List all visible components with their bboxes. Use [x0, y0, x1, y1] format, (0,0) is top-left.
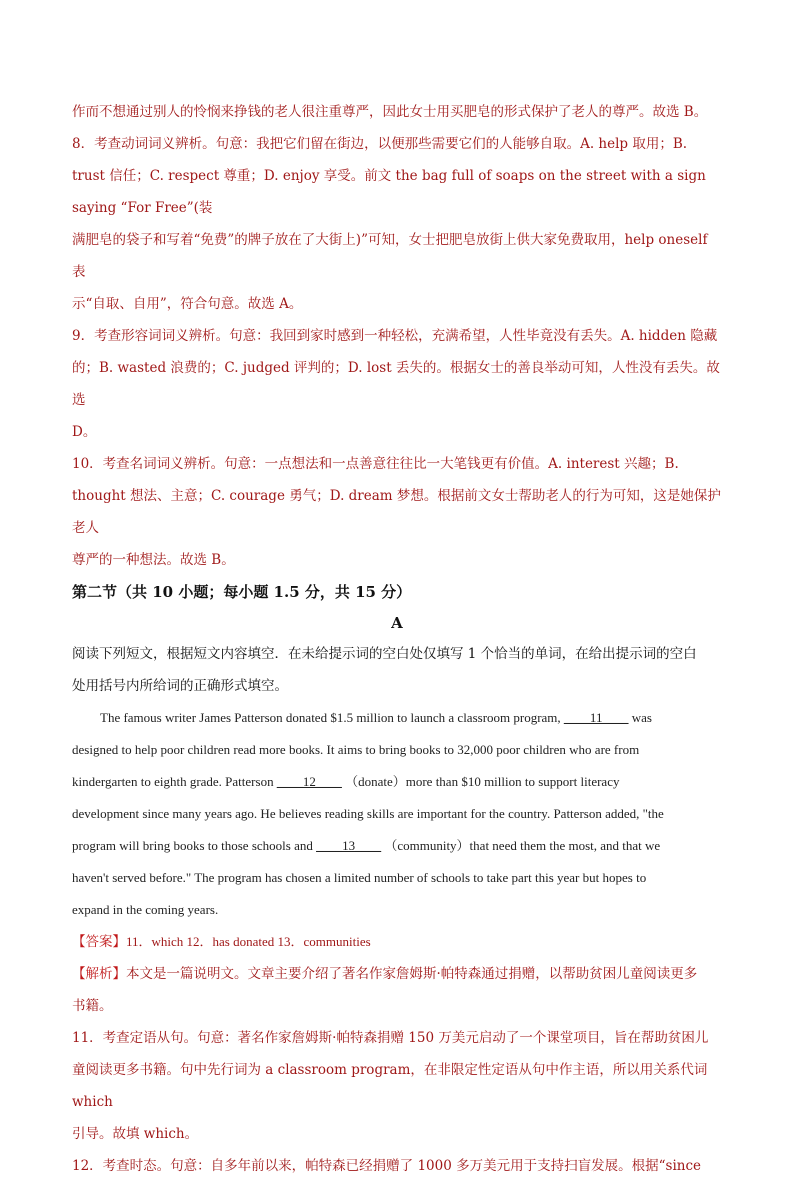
blank-13: ____13____: [316, 838, 382, 853]
passage-text: was: [628, 710, 652, 725]
q8-explanation-line: 满肥皂的袋子和写着“免费”的牌子放在了大街上)”可知，女士把肥皂放街上供大家免费取用，help oneself 表: [72, 232, 708, 280]
text-line: 作而不想通过别人的怜悯来挣钱的老人很注重尊严，因此女士用买肥皂的形式保护了老人的尊严。故选 B。: [72, 104, 708, 120]
instruction-line: 处用括号内所给词的正确形式填空。: [72, 678, 288, 694]
instruction-line: 阅读下列短文，根据短文内容填空．在未给提示词的空白处仅填写 1 个恰当的单词，在给出提示词的空白: [72, 646, 697, 662]
analysis-line: [72, 958, 722, 990]
section-title: 第二节（共 10 小题；每小题 1.5 分，共 15 分）: [72, 583, 412, 601]
q11-explanation-line: 童阅读更多书籍。句中先行词为 a classroom program，在非限定性定语从句中作主语，所以用关系代词 which: [72, 1062, 708, 1110]
q11-explanation-line: 引导。故填 which。: [72, 1126, 199, 1142]
q8-explanation-line: trust 信任；C. respect 尊重；D. enjoy 享受。前文 the bag full of soaps on the street with a sign saying “For Free”(装: [72, 168, 706, 216]
passage-line: designed to help poor children read more books. It aims to bring books to 32,000 poor children who are from: [72, 742, 640, 757]
passage-text: The famous writer James Patterson donated $1.5 million to launch a classroom program,: [100, 710, 564, 725]
q8-explanation-line: 示“自取、自用”，符合句意。故选 A。: [72, 296, 303, 312]
answer-tag: 【答案】: [72, 934, 126, 950]
passage-text: program will bring books to those schools and: [72, 838, 317, 853]
passage-line: expand in the coming years.: [72, 902, 219, 917]
q9-explanation-line: 的；B. wasted 浪费的；C. judged 评判的；D. lost 丢失的。根据女士的善良举动可知，人性没有丢失。故选: [72, 360, 720, 408]
analysis-tag: 【解析】: [72, 966, 126, 982]
q9-explanation-line: 9．考查形容词词义辨析。句意：我回到家时感到一种轻松，充满希望，人性毕竟没有丢失。A. hidden 隐藏: [72, 328, 718, 344]
passage-text: kindergarten to eighth grade. Patterson: [72, 774, 277, 789]
answer-line: [72, 926, 722, 958]
q10-explanation-line: thought 想法、主意；C. courage 勇气；D. dream 梦想。根据前文女士帮助老人的行为可知，这是她保护老人: [72, 488, 721, 536]
passage-line: haven't served before." The program has chosen a limited number of schools to take part this year but hopes to: [72, 870, 647, 885]
passage-label: A: [391, 614, 403, 632]
q12-explanation-line: 12．考查时态。句意：自多年前以来，帕特森已经捐赠了 1000 多万美元用于支持扫盲发展。根据“since: [72, 1158, 702, 1174]
passage-line: development since many years ago. He believes reading skills are important for the country. Patterson added, "the: [72, 806, 664, 821]
analysis-line: 书籍。: [72, 998, 113, 1014]
passage-text: （community）that need them the most, and that we: [381, 838, 661, 853]
passage-line: [72, 830, 722, 862]
q10-explanation-line: 10．考查名词词义辨析。句意：一点想法和一点善意往往比一大笔钱更有价值。A. interest 兴趣；B.: [72, 456, 679, 472]
passage-line: [72, 702, 722, 734]
blank-11: ____11____: [563, 710, 629, 725]
blank-12: ____12____: [276, 774, 342, 789]
answer-text: 11．which 12．has donated 13．communities: [126, 934, 371, 949]
analysis-text: 本文是一篇说明文。文章主要介绍了著名作家詹姆斯·帕特森通过捐赠，以帮助贫困儿童阅读更多: [126, 966, 698, 982]
q11-explanation-line: 11．考查定语从句。句意：著名作家詹姆斯·帕特森捐赠 150 万美元启动了一个课堂项目，旨在帮助贫困儿: [72, 1030, 709, 1046]
q8-explanation-line: 8．考查动词词义辨析。句意：我把它们留在街边，以便那些需要它们的人能够自取。A. help 取用；B.: [72, 136, 688, 152]
document-page: [72, 96, 722, 1182]
q9-explanation-line: D。: [72, 424, 97, 440]
q10-explanation-line: 尊严的一种想法。故选 B。: [72, 552, 235, 568]
passage-line: [72, 766, 722, 798]
passage-text: （donate）more than $10 million to support literacy: [341, 774, 620, 789]
